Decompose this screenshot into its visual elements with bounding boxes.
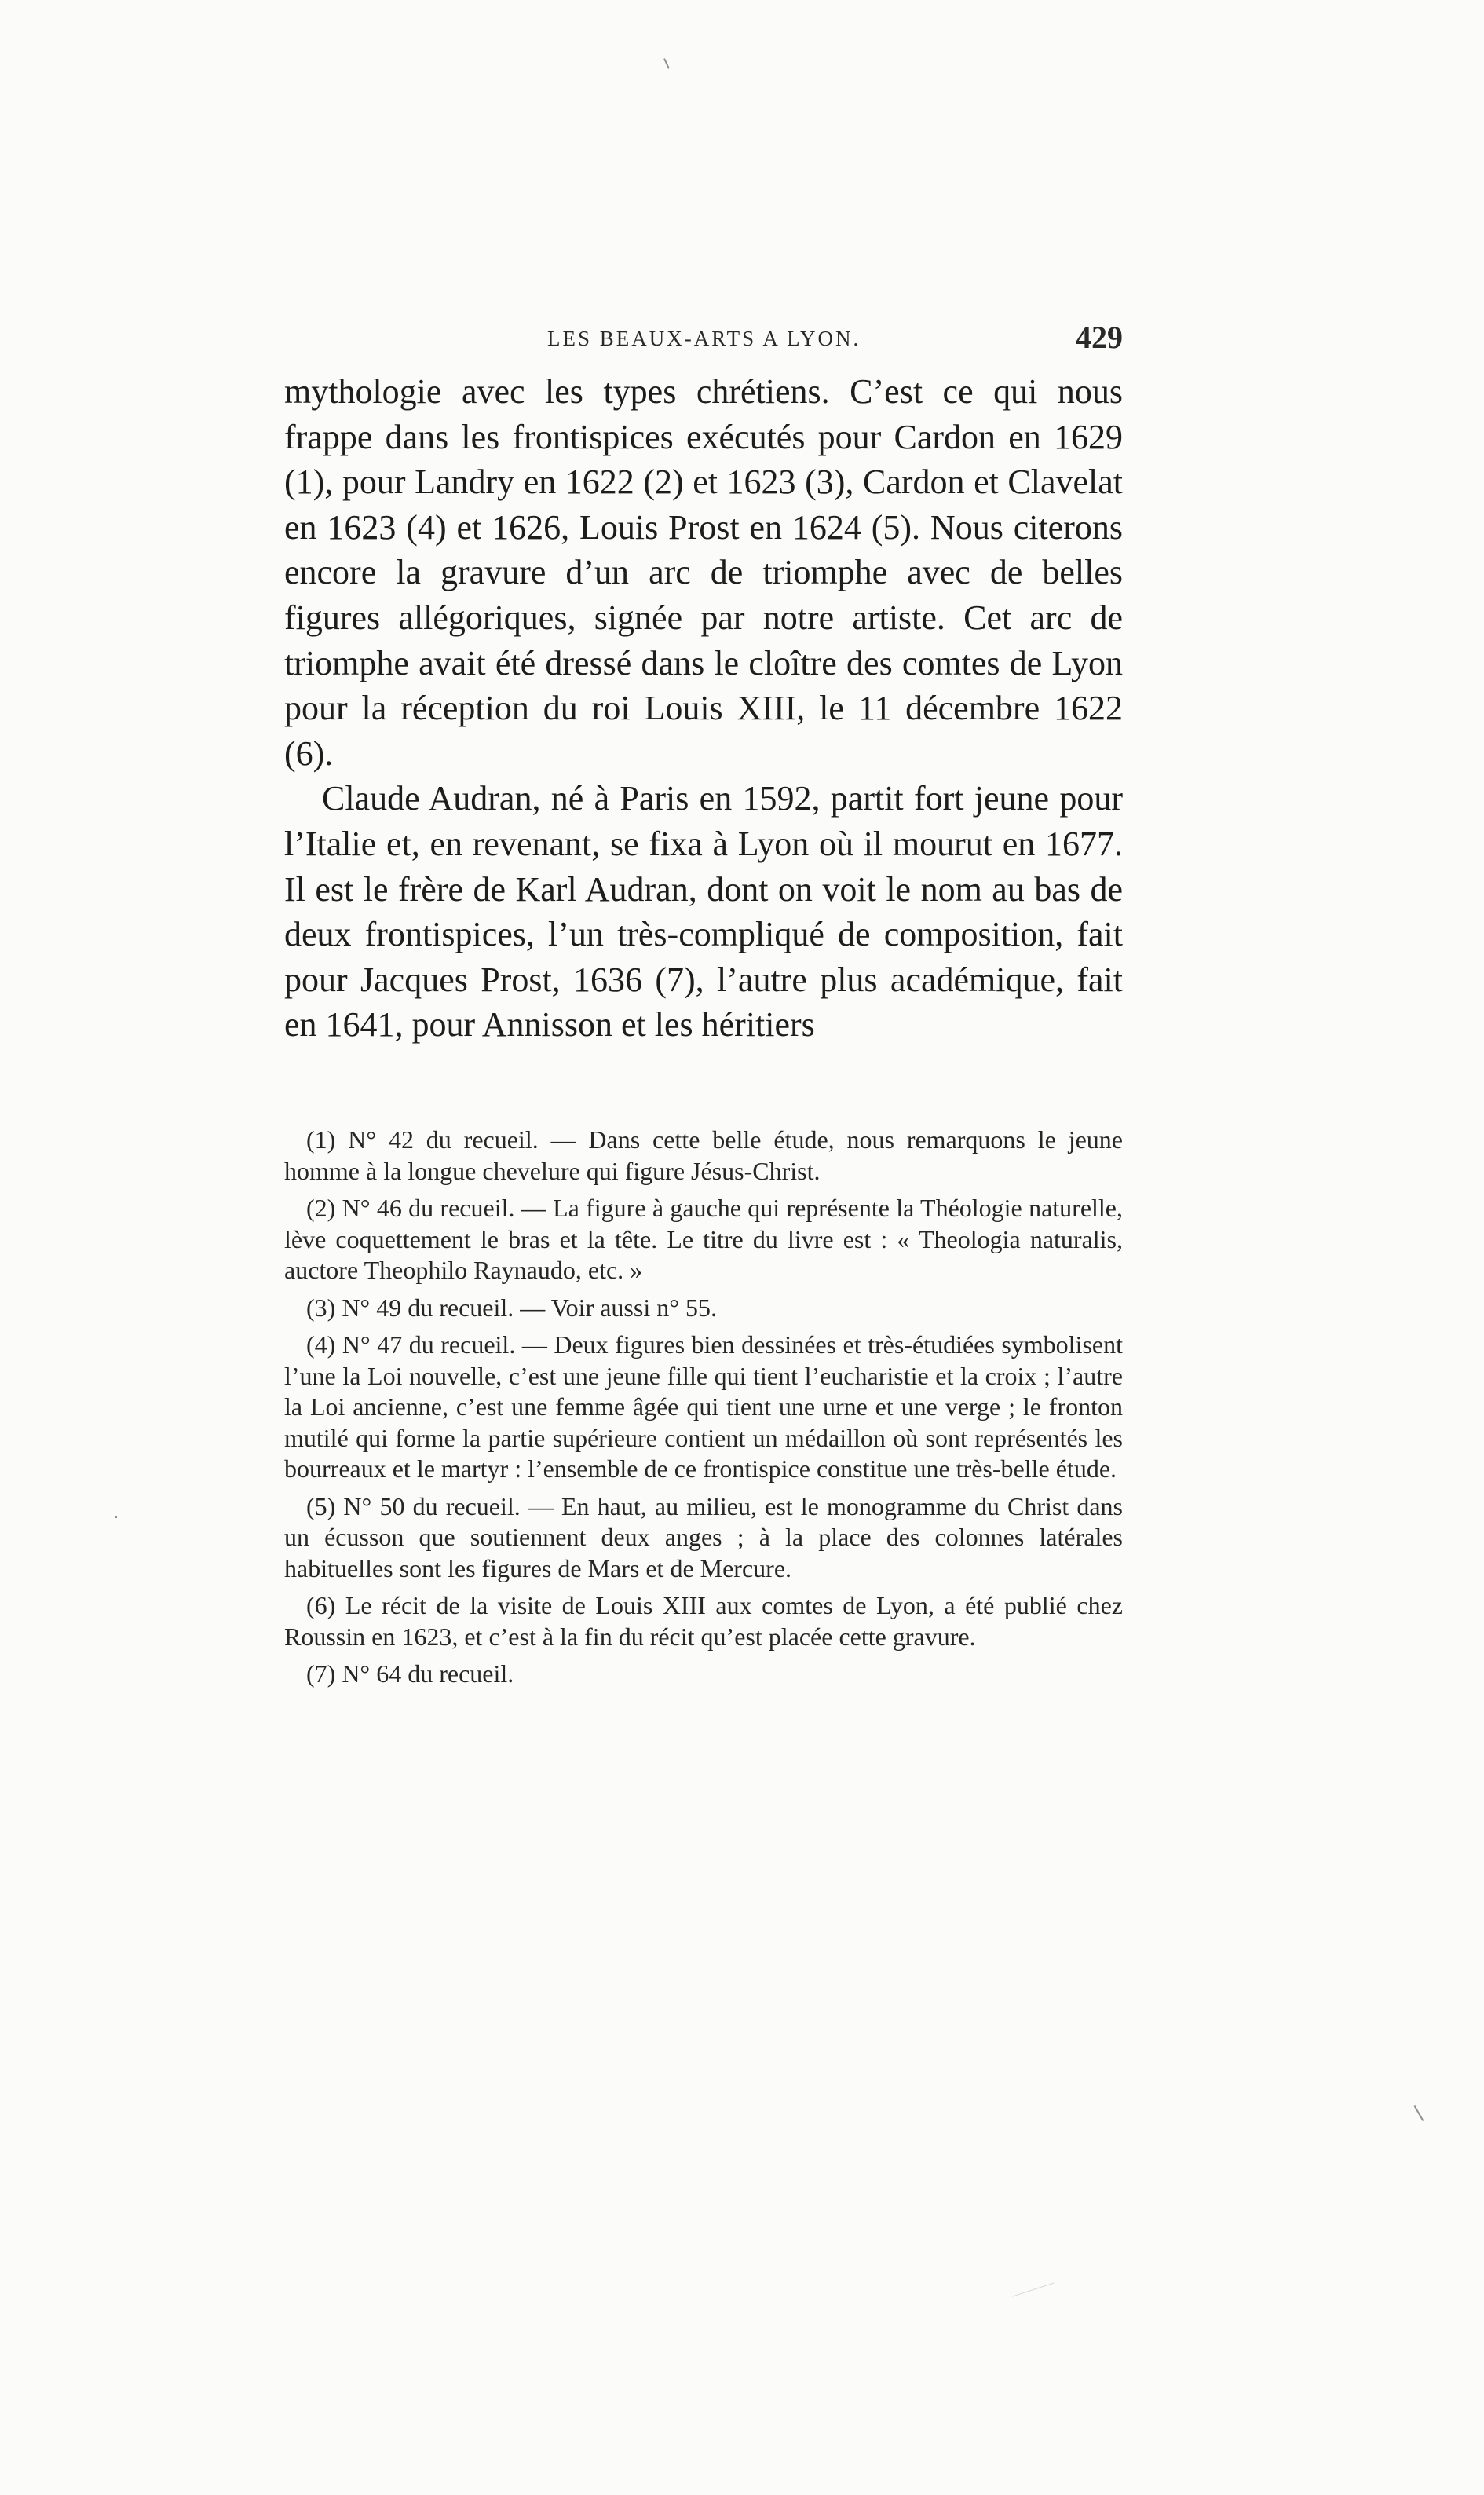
- scan-speck: [1012, 2282, 1055, 2296]
- footnote: (6) Le récit de la visite de Louis XIII aux comtes de Lyon, a été publié chez Roussin en 1623, et c’est à la fin du récit qu’est placée cette gravure.: [284, 1591, 1123, 1651]
- scan-speck: [115, 1516, 117, 1518]
- body-paragraph: Claude Audran, né à Paris en 1592, partit fort jeune pour l’Italie et, en revenant, se fixa à Lyon où il mourut en 1677. Il est le frère de Karl Audran, dont on voit le nom au bas de deux frontispices, l’un très-compliqué de composition, fait pour Jacques Prost, 1636 (7), l’autre plus académique, fait en 1641, pour Annisson et les héritiers: [284, 779, 1123, 1044]
- footnote: (3) N° 49 du recueil. — Voir aussi n° 55.: [306, 1293, 718, 1322]
- footnote: (5) N° 50 du recueil. — En haut, au milieu, est le monogramme du Christ dans un écusson que soutiennent deux anges ; à la place des colonnes latérales habituelles sont les figures de Mars et de Mercure.: [284, 1491, 1123, 1582]
- page-number: 429: [1076, 320, 1123, 355]
- footnotes: [284, 1125, 1123, 1696]
- scan-speck: [1414, 2105, 1424, 2121]
- scan-speck: [663, 58, 670, 69]
- page-header: [284, 317, 1123, 364]
- footnote: (4) N° 47 du recueil. — Deux figures bien dessinées et très-étudiées symbolisent l’une la Loi nouvelle, c’est une jeune fille qui tient l’eucharistie et la croix ; l’autre la Loi ancienne, c’est une femme âgée qui tient une urne et une verge ; le fronton mutilé qui forme la partie supérieure contient un médaillon où sont représentés les bourreaux et le martyr : l’ensemble de ce frontispice constitue une très-belle étude.: [284, 1330, 1123, 1483]
- footnote: (1) N° 42 du recueil. — Dans cette belle étude, nous remarquons le jeune homme à la longue chevelure qui figure Jésus-Christ.: [284, 1125, 1123, 1185]
- main-text: [284, 369, 1123, 1048]
- footnote: (7) N° 64 du recueil.: [306, 1659, 514, 1688]
- running-title: LES BEAUX-ARTS A LYON.: [547, 327, 861, 350]
- footnote: (2) N° 46 du recueil. — La figure à gauche qui représente la Théologie naturelle, lève coquettement le bras et la tête. Le titre du livre est : « Theologia naturalis, auctore Theophilo Raynaudo, etc. »: [284, 1194, 1123, 1284]
- body-paragraph: mythologie avec les types chrétiens. C’est ce qui nous frappe dans les frontispices exécutés pour Cardon en 1629 (1), pour Landry en 1622 (2) et 1623 (3), Cardon et Clavelat en 1623 (4) et 1626, Louis Prost en 1624 (5). Nous citerons encore la gravure d’un arc de triomphe avec de belles figures allégoriques, signée par notre artiste. Cet arc de triomphe avait été dressé dans le cloître des comtes de Lyon pour la réception du roi Louis XIII, le 11 décembre 1622 (6).: [284, 372, 1123, 773]
